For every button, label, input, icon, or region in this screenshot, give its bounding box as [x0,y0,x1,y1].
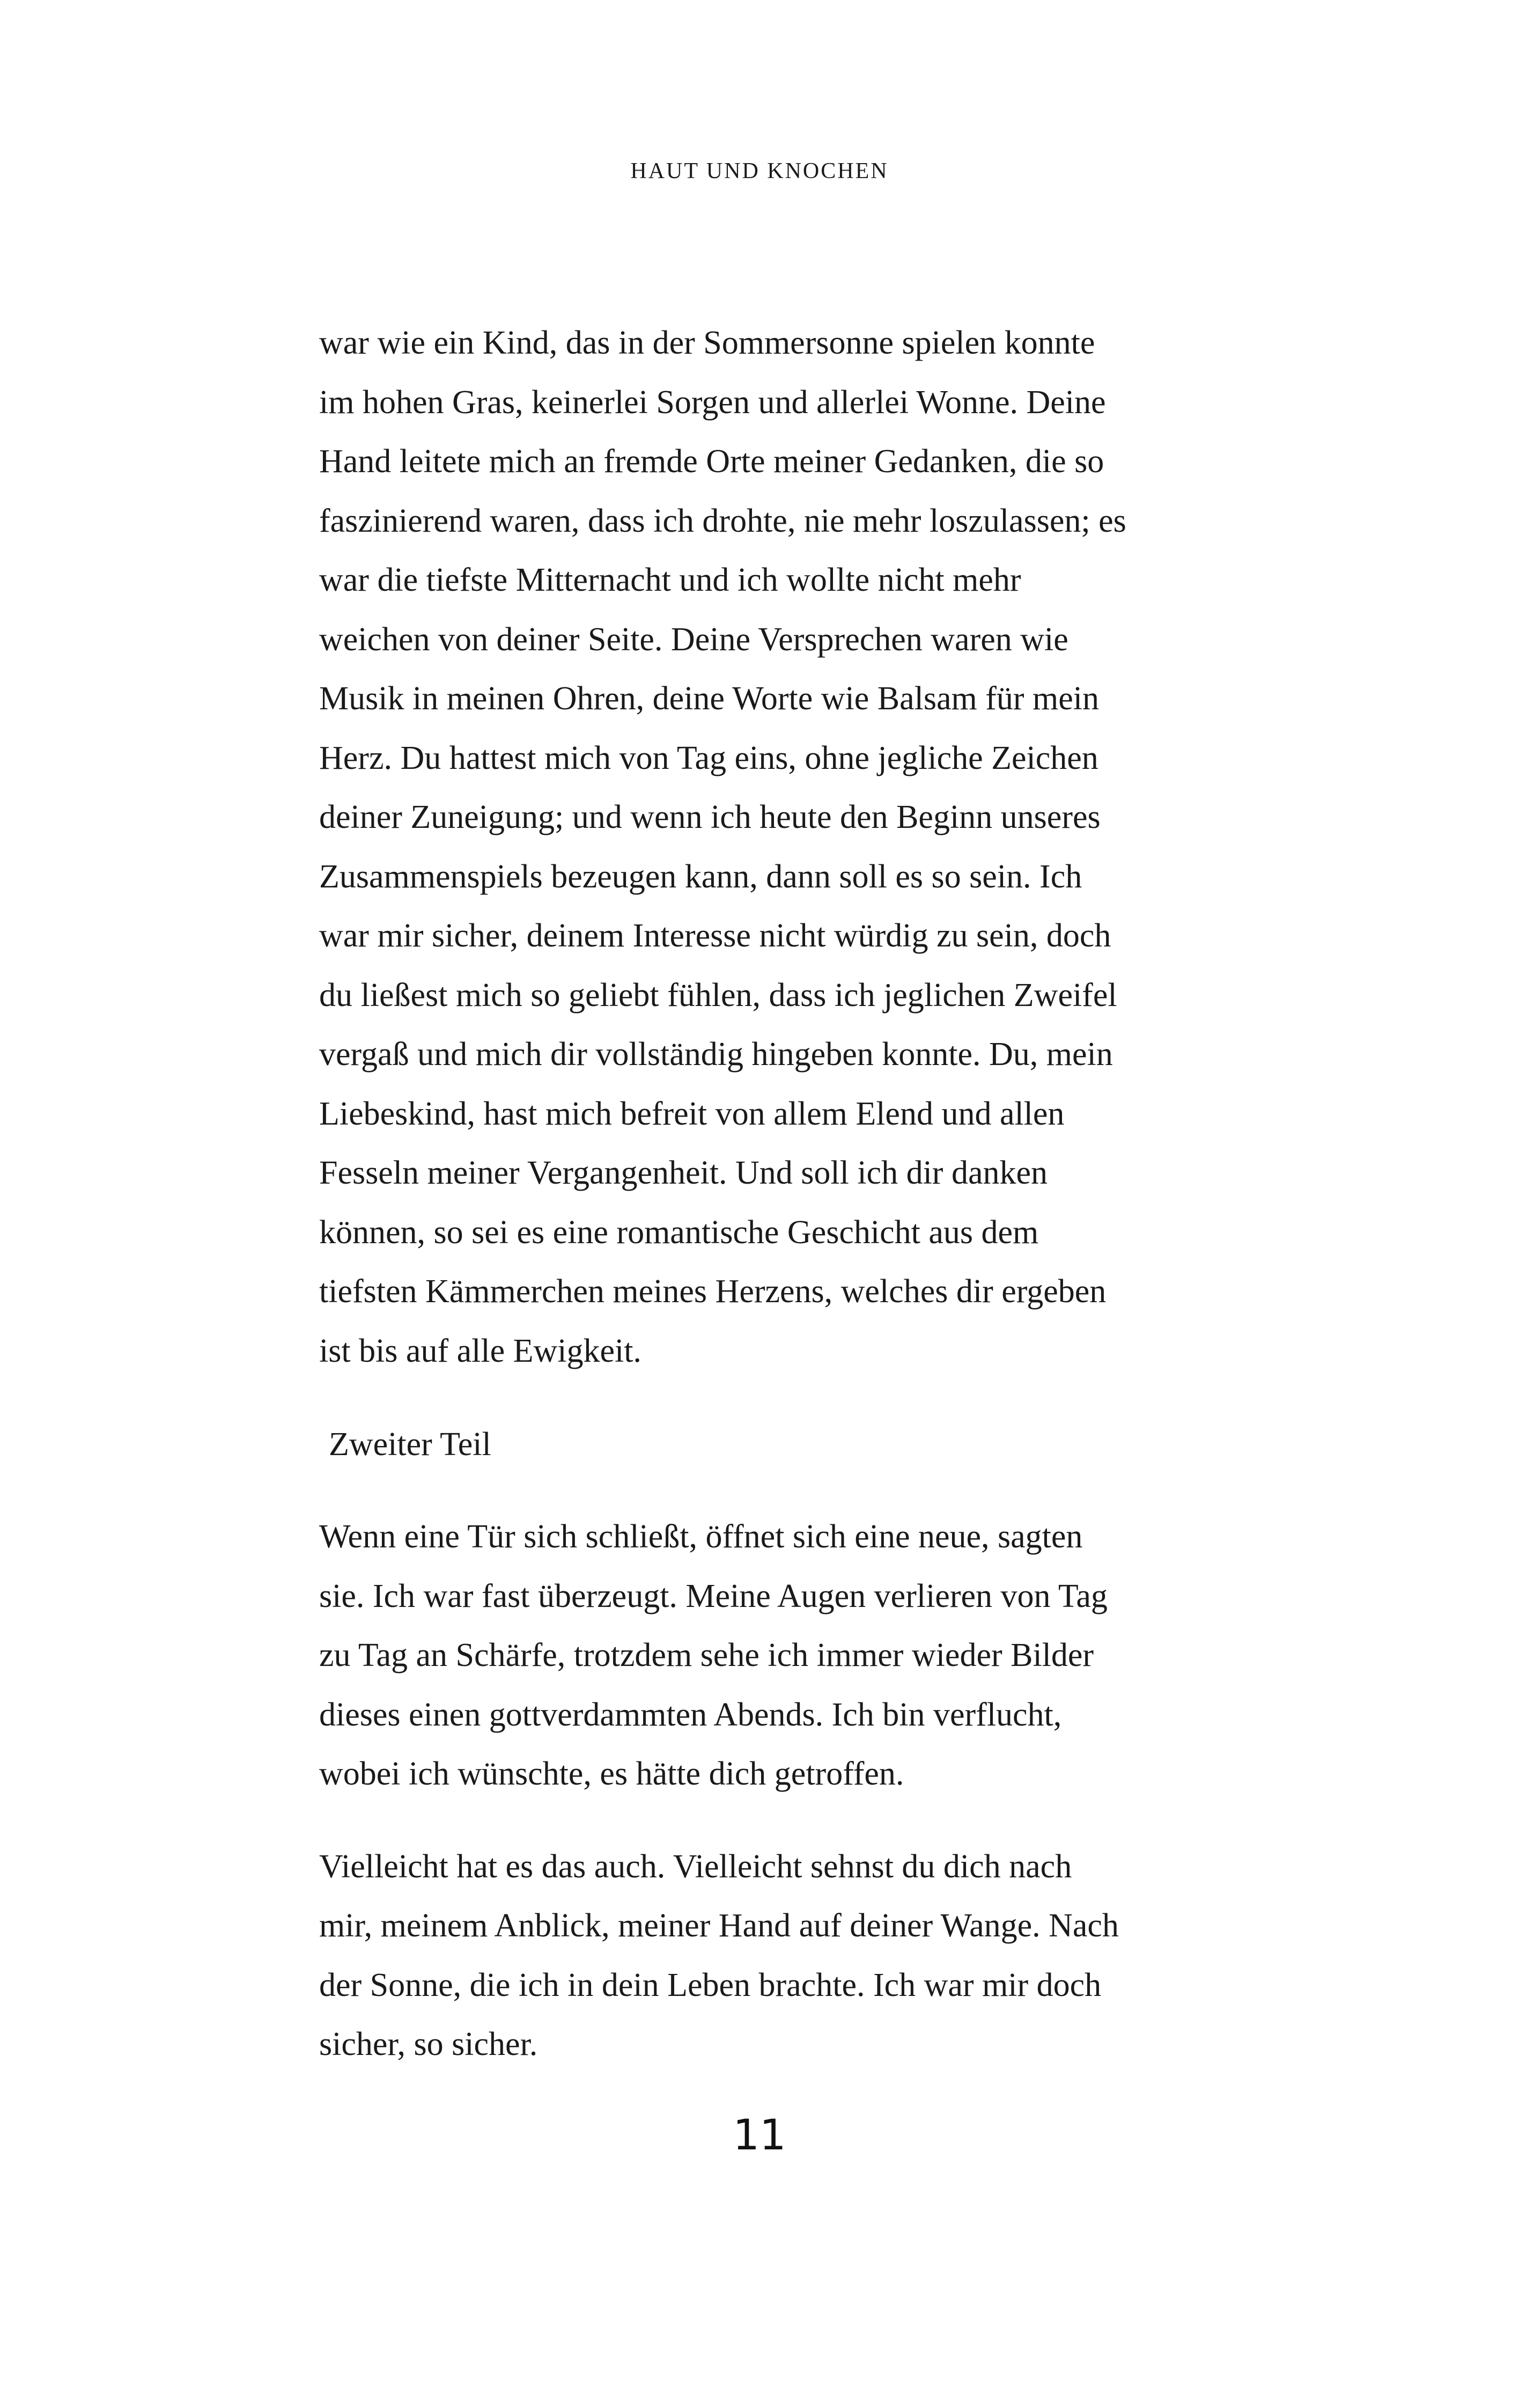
text-line: faszinierend waren, dass ich drohte, nie mehr loszulassen; es [319,502,1126,539]
running-header: HAUT UND KNOCHEN [630,159,889,183]
text-line: Zusammenspiels bezeugen kann, dann soll es so sein. Ich [319,858,1082,895]
body-text [319,313,1210,2074]
page-number: 11 [733,2111,786,2160]
text-line: sie. Ich war fast überzeugt. Meine Augen verlieren von Tag [319,1577,1108,1614]
paragraph-spacer [319,1474,1210,1507]
text-line: zu Tag an Schärfe, trotzdem sehe ich immer wieder Bilder [319,1637,1094,1673]
paragraph-section-two-second [319,1837,1210,2074]
text-line: Herz. Du hattest mich von Tag eins, ohne jegliche Zeichen [319,739,1098,776]
paragraph-section-two-first [319,1507,1210,1804]
text-line: im hohen Gras, keinerlei Sorgen und allerlei Wonne. Deine [319,384,1106,421]
text-line: sicher, so sicher. [319,2026,538,2062]
text-line: vergaß und mich dir vollständig hingeben konnte. Du, mein [319,1036,1113,1073]
text-line: war die tiefste Mitternacht und ich wollte nicht mehr [319,562,1021,598]
section-heading: Zweiter Teil [329,1426,491,1463]
text-line: Musik in meinen Ohren, deine Worte wie Balsam für mein [319,680,1099,717]
text-line: Fesseln meiner Vergangenheit. Und soll ich dir danken [319,1155,1048,1191]
text-line: tiefsten Kämmerchen meines Herzens, welches dir ergeben [319,1273,1107,1310]
text-line: Wenn eine Tür sich schließt, öffnet sich eine neue, sagten [319,1518,1083,1555]
text-line: ist bis auf alle Ewigkeit. [319,1332,641,1369]
text-line: Liebeskind, hast mich befreit von allem Elend und allen [319,1095,1065,1132]
text-line: deiner Zuneigung; und wenn ich heute den Beginn unseres [319,799,1101,835]
text-line: Vielleicht hat es das auch. Vielleicht sehnst du dich nach [319,1848,1072,1885]
text-line: der Sonne, die ich in dein Leben brachte. Ich war mir doch [319,1966,1102,2003]
text-line: dieses einen gottverdammten Abends. Ich bin verflucht, [319,1696,1062,1733]
paragraph-spacer [319,1804,1210,1837]
text-line: war wie ein Kind, das in der Sommersonne spielen konnte [319,325,1095,361]
paragraph-spacer [319,1381,1210,1415]
text-line: war mir sicher, deinem Interesse nicht würdig zu sein, doch [319,917,1111,954]
paragraph-section-one [319,313,1210,1381]
text-line: wobei ich wünschte, es hätte dich getroffen. [319,1756,904,1792]
text-line: Hand leitete mich an fremde Orte meiner Gedanken, die so [319,443,1104,480]
text-line: mir, meinem Anblick, meiner Hand auf deiner Wange. Nach [319,1907,1119,1944]
text-line: du ließest mich so geliebt fühlen, dass ich jeglichen Zweifel [319,977,1117,1014]
text-line: können, so sei es eine romantische Geschicht aus dem [319,1214,1039,1251]
text-line: weichen von deiner Seite. Deine Versprechen waren wie [319,621,1068,658]
